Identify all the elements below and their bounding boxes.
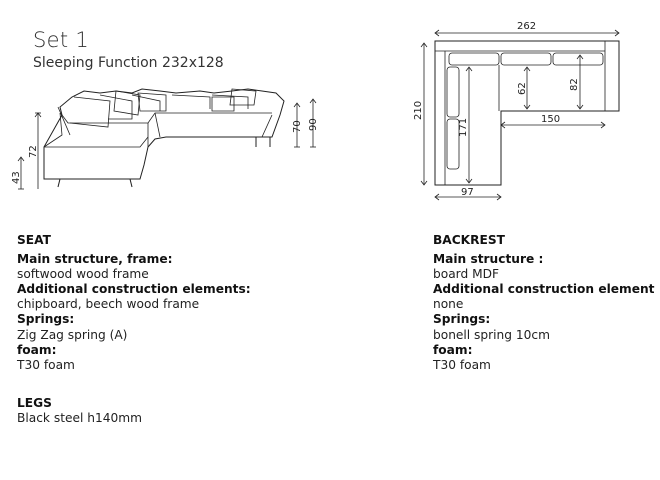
- seat-height-dimension: [11, 157, 24, 189]
- backrest-heading: BACKREST: [433, 233, 505, 247]
- page-subtitle: Sleeping Function 232x128: [33, 55, 224, 71]
- back-height-label: 70: [292, 120, 303, 133]
- seat-additional-value: chipboard, beech wood frame: [17, 297, 200, 312]
- width-label: 262: [517, 21, 537, 32]
- seat-spec: [17, 233, 251, 373]
- backrest-springs-value: bonell spring 10cm: [433, 327, 550, 342]
- seat-foam-value: T30 foam: [17, 357, 75, 372]
- backrest-spec: [433, 233, 655, 373]
- seat-additional-label: Additional construction elements:: [17, 282, 251, 297]
- chaise-length-dimension: [501, 114, 605, 128]
- depth-label: 210: [413, 100, 424, 120]
- chaise-width-label: 97: [461, 187, 474, 198]
- total-height-label: 72: [28, 145, 39, 158]
- back-depth-label: 82: [569, 78, 580, 91]
- page-title: Set 1: [33, 28, 90, 52]
- legs-value: Black steel h140mm: [17, 411, 142, 426]
- seat-height-label: 43: [11, 171, 22, 184]
- backrest-additional-label: Additional construction element: [433, 282, 655, 297]
- back-depth-dimension: [569, 55, 583, 109]
- sofa-plan-view: [405, 15, 645, 205]
- back-height-2-dimension: [308, 99, 319, 147]
- chaise-length-label: 150: [541, 114, 561, 125]
- legs-heading: LEGS: [17, 396, 52, 410]
- backrest-foam-value: T30 foam: [433, 357, 491, 372]
- seat-heading: SEAT: [17, 233, 51, 247]
- backrest-additional-value: none: [433, 297, 464, 312]
- seat-main-structure-value: softwood wood frame: [17, 267, 149, 282]
- seat-depth-label: 62: [517, 82, 528, 95]
- seat-depth-dimension: [517, 67, 530, 109]
- backrest-main-structure-value: board MDF: [433, 267, 499, 282]
- backrest-main-structure-label: Main structure :: [433, 252, 544, 267]
- corner-depth-dimension: [458, 67, 472, 183]
- back-height-2-label: 90: [308, 118, 319, 131]
- seat-main-structure-label: Main structure, frame:: [17, 252, 173, 267]
- back-height-dimension: [292, 103, 303, 147]
- chaise-width-dimension: [435, 187, 501, 200]
- seat-springs-value: Zig Zag spring (A): [17, 327, 128, 342]
- legs-spec: [17, 396, 142, 426]
- seat-foam-label: foam:: [17, 342, 57, 357]
- backrest-foam-label: foam:: [433, 342, 473, 357]
- corner-depth-label: 171: [458, 117, 469, 137]
- sofa-side-view: [0, 75, 320, 200]
- backrest-springs-label: Springs:: [433, 312, 491, 327]
- seat-springs-label: Springs:: [17, 312, 75, 327]
- total-height-dimension: [28, 113, 41, 189]
